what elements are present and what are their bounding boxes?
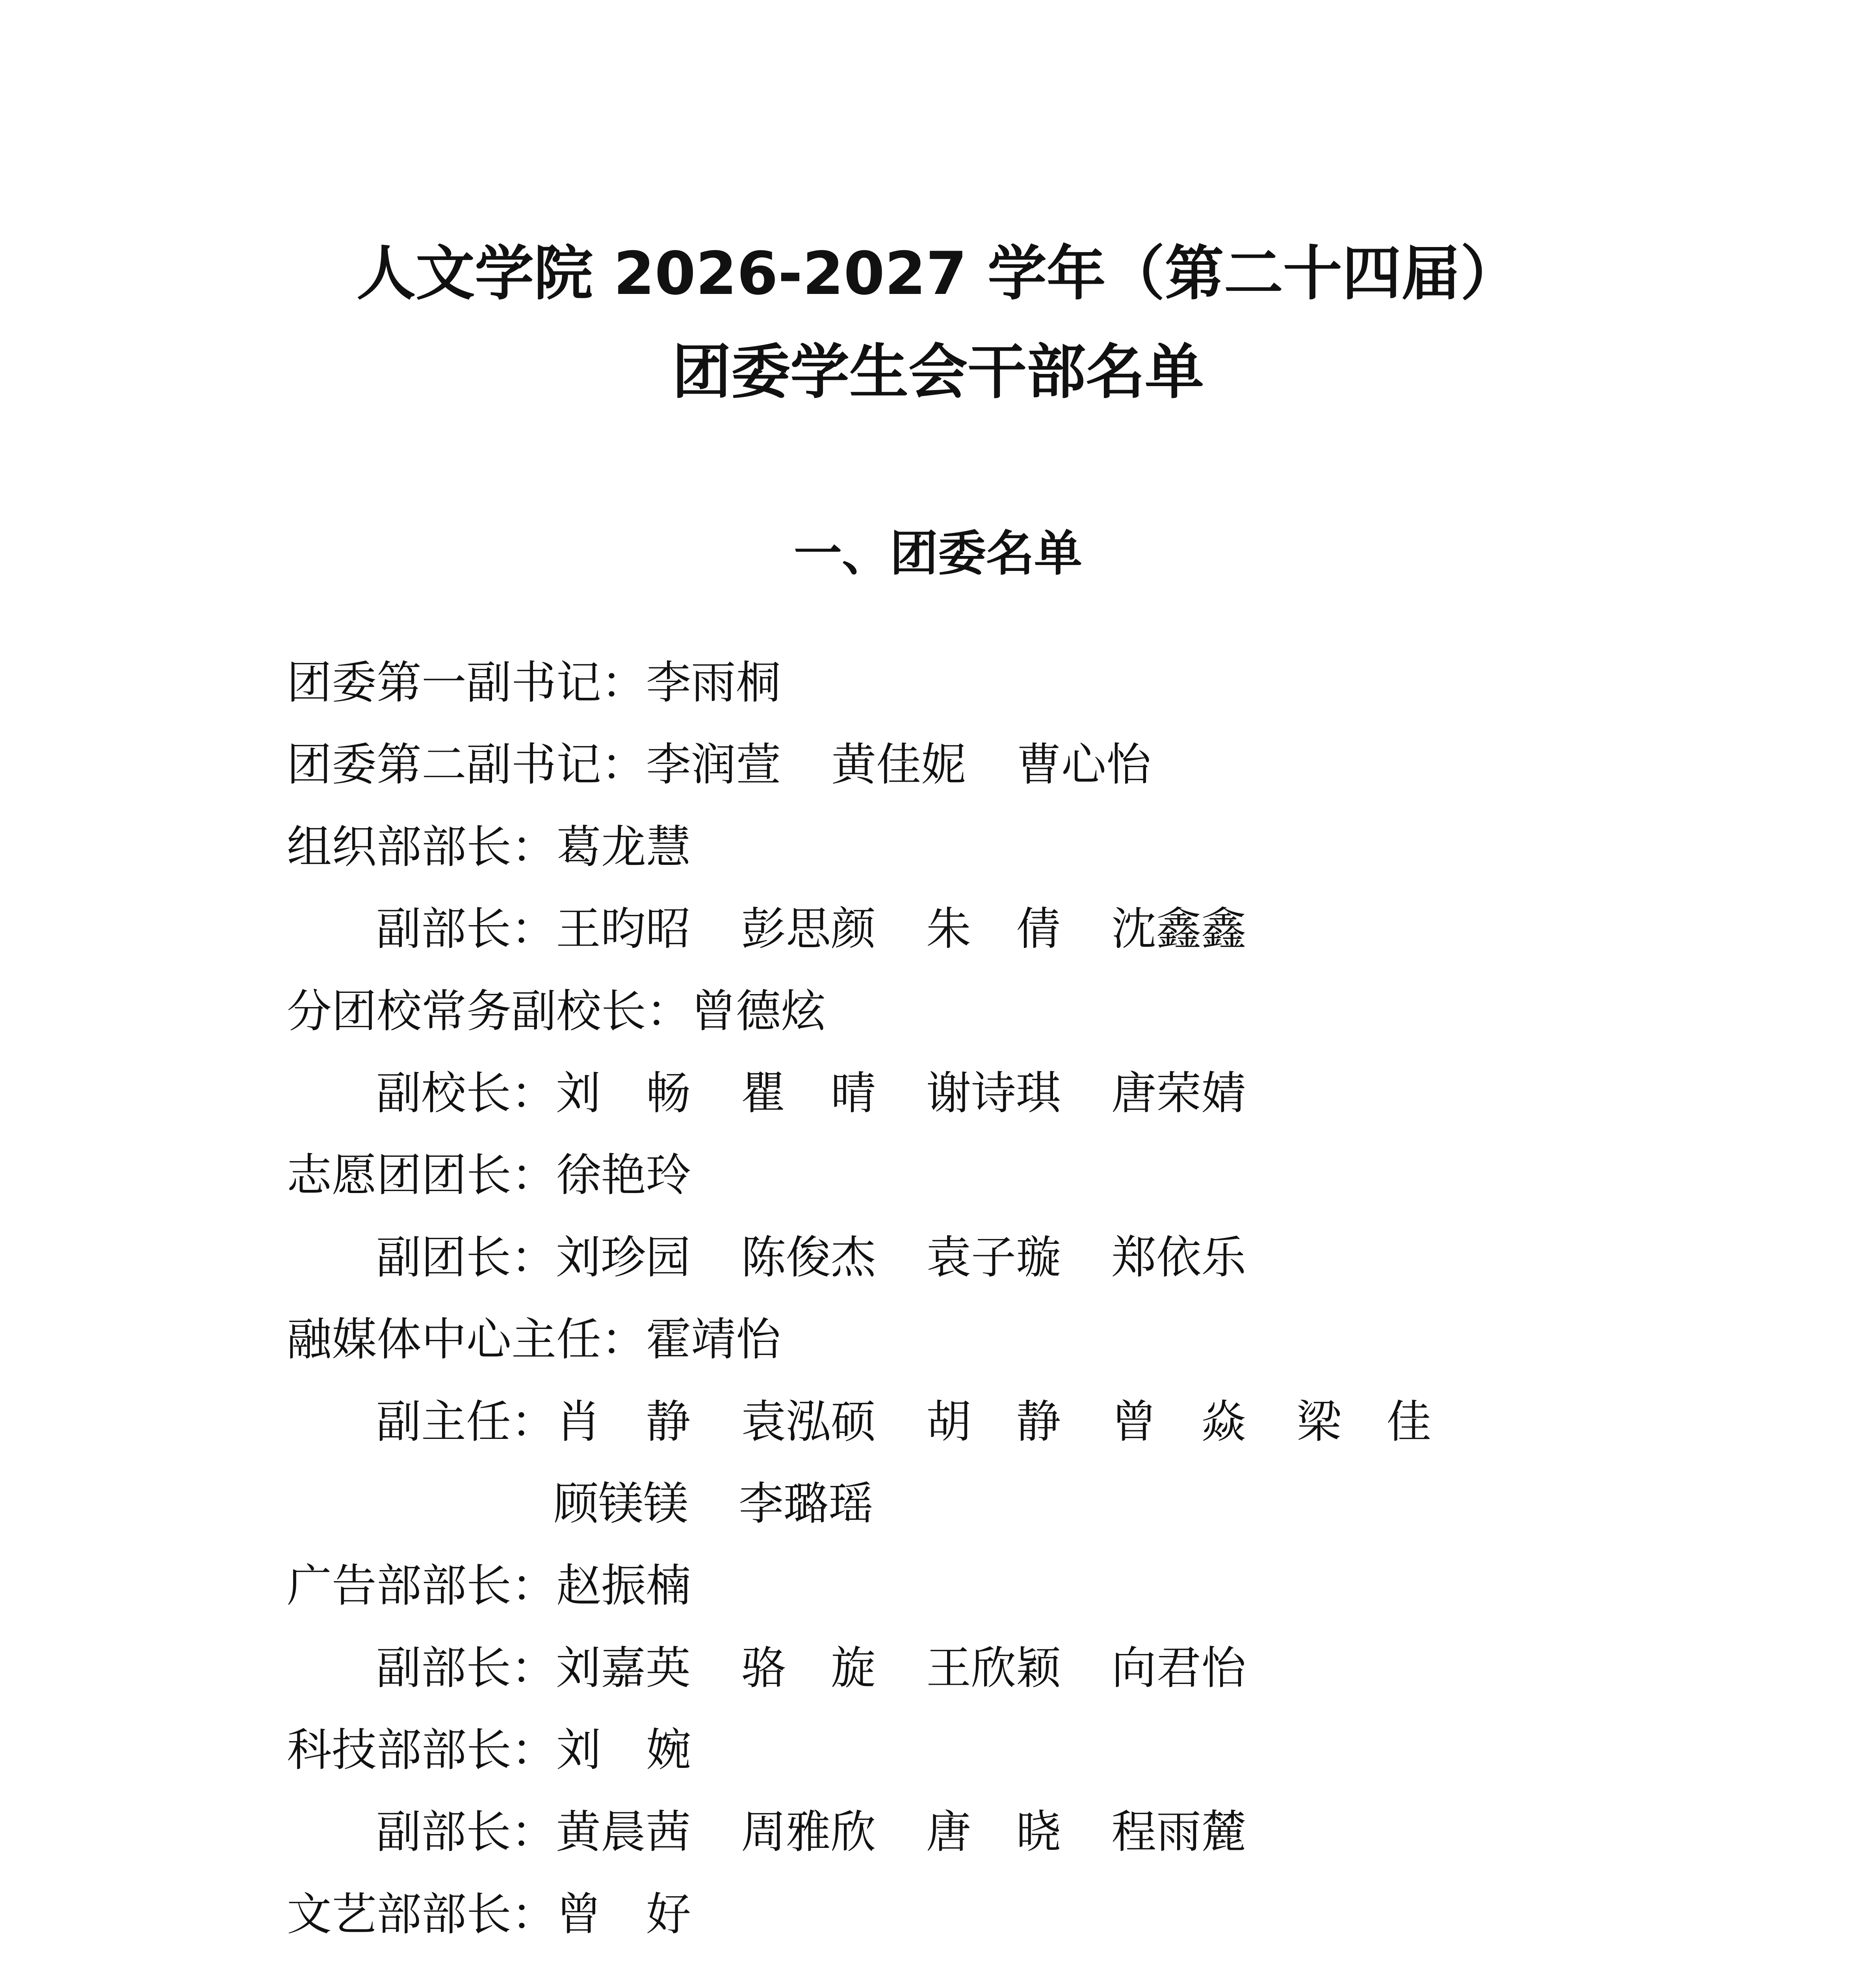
position-label [376,1965,556,1970]
member-name: 唐 晓 [926,1806,1061,1858]
roster-row [0,816,1876,898]
member-name: 谢诗琪 [926,1067,1061,1119]
position-label: 分团校常务副校长： [287,985,691,1037]
member-name [556,1965,691,1970]
member-name: 肖 静 [556,1395,691,1448]
member-name: 葛龙慧 [556,820,691,873]
roster-row [0,733,1876,815]
roster-row [0,980,1876,1062]
member-name: 曾 好 [556,1888,691,1940]
member-name: 王昀昭 [556,903,691,955]
member-name: 刘珍园 [556,1231,691,1284]
member-name: 李璐瑶 [739,1477,874,1530]
roster-list [0,651,1876,1970]
member-name: 彭思颜 [741,903,876,955]
position-label: 副主任： [376,1395,556,1448]
member-name: 瞿 晴 [741,1067,876,1119]
section-title: 一、团委名单 [794,526,1082,582]
position-label: 科技部部长： [287,1724,557,1777]
member-name: 朱 倩 [926,903,1061,955]
member-name: 霍靖怡 [646,1313,781,1366]
document-title-line-2: 团委学生会干部名单 [672,338,1204,407]
roster-row [0,1801,1876,1883]
roster-row [0,1965,1876,1970]
roster-row [0,1062,1876,1144]
roster-row [0,1390,1876,1472]
member-name [741,1965,876,1970]
member-name: 陈俊杰 [741,1231,876,1284]
member-name: 刘嘉英 [556,1641,691,1694]
member-name: 骆 旋 [741,1641,876,1694]
member-name: 梁 佳 [1296,1395,1432,1448]
roster-row [0,651,1876,733]
member-name: 袁泓硕 [741,1395,876,1448]
roster-row [0,1637,1876,1719]
member-name: 曾德炫 [691,985,826,1037]
roster-row [0,1883,1876,1965]
roster-row [0,1719,1876,1801]
roster-row [0,1472,1876,1554]
roster-row [0,1226,1876,1308]
roster-row [0,1308,1876,1390]
member-name: 程雨麓 [1111,1806,1246,1858]
roster-row [0,1144,1876,1226]
member-name: 李雨桐 [646,656,781,709]
member-name: 徐艳玲 [556,1149,691,1202]
position-label: 副部长： [376,1641,556,1694]
member-name: 郑依乐 [1111,1231,1246,1284]
roster-row [0,1554,1876,1636]
position-label: 融媒体中心主任： [287,1313,646,1366]
member-name: 向君怡 [1111,1641,1246,1694]
member-name: 黄佳妮 [831,738,966,791]
member-name: 王欣颖 [926,1641,1061,1694]
member-name: 顾镁镁 [554,1477,689,1530]
member-name [1111,1965,1246,1970]
position-label: 副校长： [376,1067,556,1119]
member-name: 曾 焱 [1111,1395,1246,1448]
member-name: 黄晨茜 [556,1806,691,1858]
position-label: 副部长： [376,903,556,955]
member-name: 李润萱 [646,738,781,791]
position-label: 组织部部长： [287,820,557,873]
member-name: 胡 静 [926,1395,1061,1448]
member-name [926,1965,1061,1970]
position-label: 广告部部长： [287,1559,557,1612]
position-label: 团委第二副书记： [287,738,646,791]
member-name: 周雅欣 [741,1806,876,1858]
member-name: 沈鑫鑫 [1111,903,1246,955]
position-label: 副部长： [376,1806,556,1858]
member-name: 曹心怡 [1016,738,1152,791]
roster-row [0,898,1876,979]
member-name: 刘 畅 [556,1067,691,1119]
position-label: 团委第一副书记： [287,656,646,709]
position-label: 志愿团团长： [287,1149,557,1202]
member-name: 袁子璇 [926,1231,1061,1284]
member-name: 刘 婉 [556,1724,691,1777]
document-title-line-1: 人文学院 2026-2027 学年（第二十四届） [357,240,1519,308]
position-label: 文艺部部长： [287,1888,557,1940]
member-name: 赵振楠 [556,1559,691,1612]
member-name: 唐荣婧 [1111,1067,1246,1119]
position-label: 副团长： [376,1231,556,1284]
